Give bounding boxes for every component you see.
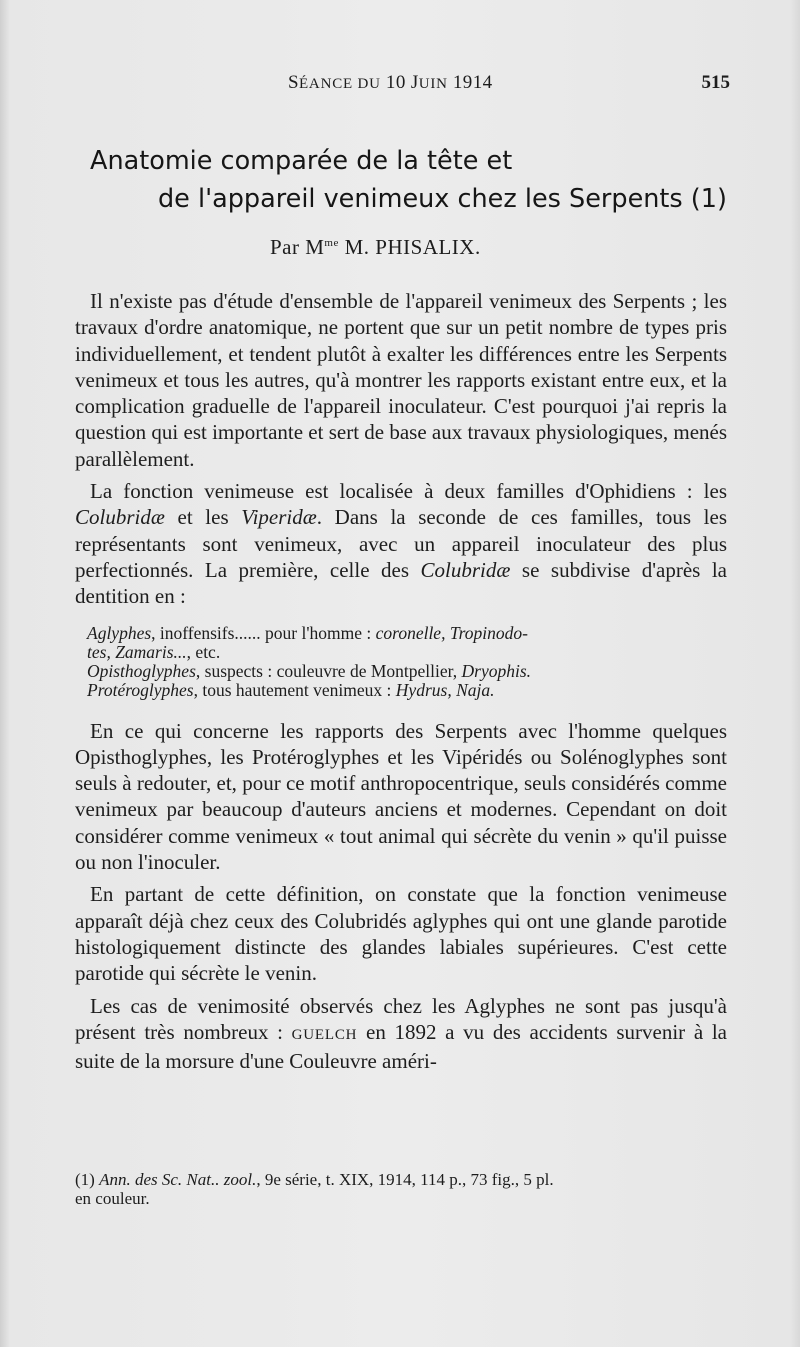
paragraph-2-text-d: se subdivise d'après la dentition en : <box>75 557 727 609</box>
list-examples: Dryophis. <box>461 660 532 681</box>
byline <box>270 235 481 260</box>
article-title <box>60 142 730 218</box>
list-text: , inoffensifs...... pour l'homme : <box>151 622 376 643</box>
footnote-marker: (1) <box>75 1170 100 1189</box>
list-item-opisthoglyphes <box>87 662 727 681</box>
dentition-list <box>87 624 727 700</box>
running-head-smallcaps: ÉANCE DU <box>298 76 381 92</box>
title-line-1: Anatomie comparée de la tête et <box>90 146 513 176</box>
list-examples-cont: tes, Zamaris... <box>87 641 187 662</box>
article-body <box>75 288 727 1074</box>
page-header <box>0 72 800 102</box>
list-term: Aglyphes <box>87 622 152 643</box>
list-text: , suspects : couleuvre de Montpellier, <box>195 660 462 681</box>
list-term: Protéroglyphes <box>87 679 194 700</box>
paragraph-5-text-a: Les cas de venimosité observés chez les Aglyphes ne sont pas jusqu'à présent très nombreux : <box>75 993 727 1044</box>
paragraph-5-text-b: en 1892 a vu des accidents survenir à la suite de la morsure d'une Couleuvre améri- <box>75 1019 727 1074</box>
taxon-colubridae: Colubridæ <box>75 505 165 530</box>
list-examples: Hydrus, Naja. <box>395 679 495 700</box>
list-item-aglyphes-cont <box>87 643 727 662</box>
running-head <box>288 72 493 94</box>
running-head-month: UIN <box>418 76 448 92</box>
running-head-year: 1914 <box>447 72 493 93</box>
paragraph-2-text-b: et les <box>164 505 242 530</box>
paragraph-2 <box>75 478 727 609</box>
taxon-colubridae-2: Colubridæ <box>420 557 511 582</box>
byline-author: M. PHISALIX. <box>338 235 481 259</box>
author-guelch: GUELCH <box>291 1026 358 1043</box>
list-examples: coronelle, Tropinodo- <box>375 622 528 643</box>
paragraph-4: En partant de cette définition, on constate que la fonction venimeuse apparaît déjà chez ceux des Colubridés aglyphes qui ont une glande parotide histologiquement distincte des glandes labiales supérieures. C'est cette parotide qui sécrète le venin. <box>75 882 727 986</box>
list-term: Opisthoglyphes <box>87 660 196 681</box>
taxon-viperidae: Viperidæ <box>241 505 317 530</box>
paragraph-5 <box>75 993 727 1075</box>
paragraph-1: Il n'existe pas d'étude d'ensemble de l'appareil venimeux des Serpents ; les travaux d'ordre anatomique, ne portent que sur un petit nombre de types pris individuellement, et tendent plutôt à exalter les différences entre les Serpents venimeux et tous les autres, qu'à montrer les rapports existant entre eux, et la complication graduelle de l'appareil inoculateur. C'est pourquoi j'ai repris la question qui est importante et sert de base aux travaux physiologiques, menés parallèlement. <box>75 289 728 471</box>
list-text: , tous hautement venimeux : <box>193 679 396 700</box>
byline-prefix: Par M <box>270 235 325 259</box>
byline-superscript: me <box>324 237 339 249</box>
list-item-proteroglyphes <box>87 681 727 700</box>
footnote-journal: Ann. des Sc. Nat.. zool. <box>99 1170 257 1189</box>
footnote <box>75 1170 715 1208</box>
footnote-details: , 9e série, t. XIX, 1914, 114 p., 73 fig., 5 pl. <box>256 1170 554 1189</box>
paragraph-2-text-c: . Dans la seconde de ces familles, tous les représentants sont venimeux, avec un appareil inoculateur des plus perfectionnés. La première, celle des <box>75 505 727 582</box>
paragraph-3: En ce qui concerne les rapports des Serpents avec l'homme quelques Opisthoglyphes, les Protéroglyphes et les Vipéridés ou Solénoglyphes sont seuls à redouter, et, pour ce motif anthropocentrique, seuls considérés comme venimeux par beaucoup d'auteurs anciens et modernes. Cependant on doit considérer comme venimeux « tout animal qui sécrète du venin » qu'il puisse ou non l'inoculer. <box>75 718 727 875</box>
title-line-2: de l'appareil venimeux chez les Serpents (1) <box>158 184 727 214</box>
running-head-day: 10 J <box>380 72 419 93</box>
list-item-aglyphes <box>87 624 727 643</box>
paragraph-2-text-a: La fonction venimeuse est localisée à deux familles d'Ophidiens : les <box>90 479 727 504</box>
page-number: 515 <box>701 72 730 93</box>
footnote-continuation: en couleur. <box>75 1189 150 1208</box>
running-head-initial: S <box>288 72 299 93</box>
list-text-end: , etc. <box>186 641 221 662</box>
